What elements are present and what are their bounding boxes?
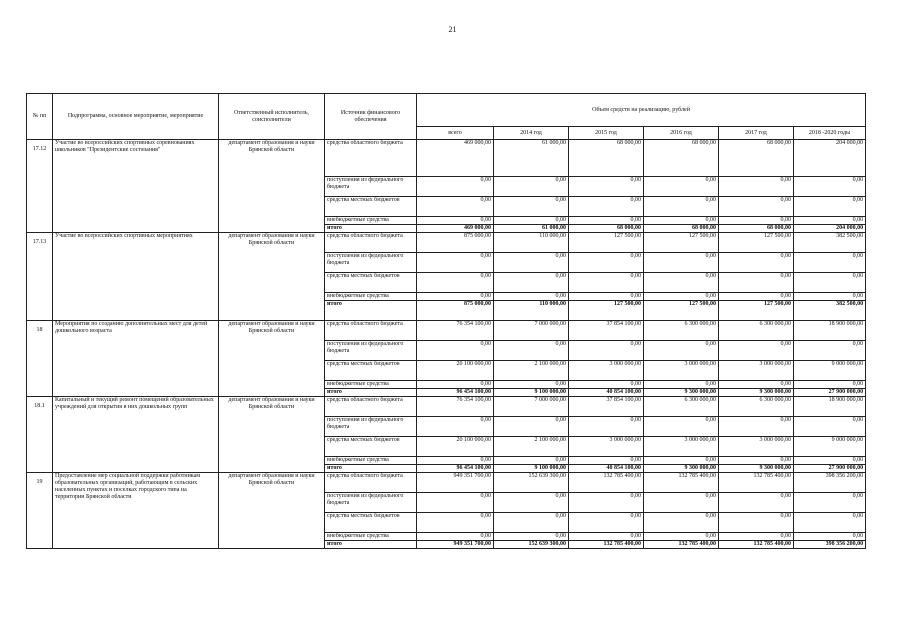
funding-source: внебюджетные средства: [325, 457, 417, 465]
amount-cell: 0,00: [794, 293, 866, 301]
amount-cell: 9 100 000,00: [494, 389, 569, 397]
funding-source: средства местных бюджетов: [325, 361, 417, 381]
amount-cell: 3 000 000,00: [644, 437, 719, 457]
amount-cell: 0,00: [569, 217, 644, 225]
amount-cell: 9 300 000,00: [644, 389, 719, 397]
funding-source: итого: [325, 301, 417, 321]
amount-cell: 0,00: [794, 273, 866, 293]
amount-cell: 61 000,00: [494, 225, 569, 233]
row-number: 17.12: [27, 140, 53, 233]
amount-cell: 40 854 100,00: [569, 389, 644, 397]
header-year: 2018 -2020 годы: [794, 127, 866, 140]
amount-cell: 27 900 000,00: [794, 389, 866, 397]
amount-cell: 398 356 200,00: [794, 473, 866, 493]
amount-cell: 0,00: [644, 417, 719, 437]
amount-cell: 6 300 000,00: [719, 321, 794, 341]
amount-cell: 0,00: [569, 417, 644, 437]
header-year: 2017 год: [719, 127, 794, 140]
amount-cell: 0,00: [494, 457, 569, 465]
amount-cell: 110 000,00: [494, 233, 569, 253]
amount-cell: 3 000 000,00: [719, 437, 794, 457]
amount-cell: 0,00: [569, 457, 644, 465]
row-number: 18.1: [27, 397, 53, 473]
header-year: 2015 год: [569, 127, 644, 140]
amount-cell: 0,00: [569, 513, 644, 533]
amount-cell: 0,00: [417, 273, 494, 293]
header-program: Подпрограмма, основное мероприятие, мероприятие: [53, 94, 219, 140]
row-number: 19: [27, 473, 53, 549]
amount-cell: 0,00: [644, 197, 719, 217]
responsible-executor: департамент образования и науки Брянской области: [219, 233, 325, 321]
funding-source: средства областного бюджета: [325, 473, 417, 493]
amount-cell: 875 000,00: [417, 233, 494, 253]
amount-cell: 0,00: [569, 493, 644, 513]
funding-source: средства местных бюджетов: [325, 513, 417, 533]
amount-cell: 0,00: [644, 341, 719, 361]
header-year: всего: [417, 127, 494, 140]
funding-source: внебюджетные средства: [325, 217, 417, 225]
amount-cell: 0,00: [569, 177, 644, 197]
amount-cell: 0,00: [719, 493, 794, 513]
responsible-executor: департамент образования и науки Брянской области: [219, 473, 325, 549]
table-row: [27, 473, 866, 493]
amount-cell: 382 500,00: [794, 301, 866, 321]
amount-cell: 0,00: [719, 533, 794, 541]
funding-source: итого: [325, 541, 417, 549]
amount-cell: 0,00: [794, 177, 866, 197]
table-row: [27, 397, 866, 417]
table-row: [27, 321, 866, 341]
amount-cell: 0,00: [794, 253, 866, 273]
activity-title: Капитальный и текущий ремонт помещений образовательных учреждений для открытия в них дошкольных групп: [53, 397, 219, 473]
funding-source: поступления из федерального бюджета: [325, 253, 417, 273]
amount-cell: 0,00: [494, 493, 569, 513]
amount-cell: 0,00: [719, 293, 794, 301]
amount-cell: 9 300 000,00: [644, 465, 719, 473]
amount-cell: 0,00: [569, 273, 644, 293]
table-row: [27, 233, 866, 253]
amount-cell: 68 000,00: [644, 140, 719, 177]
amount-cell: 0,00: [719, 197, 794, 217]
amount-cell: 0,00: [569, 197, 644, 217]
amount-cell: 6 300 000,00: [719, 397, 794, 417]
amount-cell: 127 500,00: [719, 301, 794, 321]
amount-cell: 9 100 000,00: [494, 465, 569, 473]
amount-cell: 76 354 100,00: [417, 397, 494, 417]
amount-cell: 0,00: [494, 513, 569, 533]
funding-source: итого: [325, 465, 417, 473]
amount-cell: 132 785 400,00: [569, 473, 644, 493]
amount-cell: 0,00: [494, 253, 569, 273]
amount-cell: 96 454 100,00: [417, 389, 494, 397]
funding-source: средства областного бюджета: [325, 321, 417, 341]
amount-cell: 469 000,00: [417, 225, 494, 233]
amount-cell: 0,00: [794, 341, 866, 361]
amount-cell: 949 351 700,00: [417, 473, 494, 493]
amount-cell: 127 500,00: [719, 233, 794, 253]
amount-cell: 0,00: [417, 253, 494, 273]
amount-cell: 0,00: [494, 293, 569, 301]
funding-source: внебюджетные средства: [325, 293, 417, 301]
amount-cell: 0,00: [644, 273, 719, 293]
amount-cell: 0,00: [719, 217, 794, 225]
amount-cell: 9 300 000,00: [719, 465, 794, 473]
amount-cell: 0,00: [794, 457, 866, 465]
amount-cell: 0,00: [794, 513, 866, 533]
amount-cell: 0,00: [644, 381, 719, 389]
amount-cell: 0,00: [644, 533, 719, 541]
amount-cell: 0,00: [719, 253, 794, 273]
amount-cell: 3 000 000,00: [644, 361, 719, 381]
amount-cell: 0,00: [794, 533, 866, 541]
activity-title: Участие во всероссийских спортивных мероприятиях: [53, 233, 219, 321]
header-year: 2016 год: [644, 127, 719, 140]
amount-cell: 37 854 100,00: [569, 397, 644, 417]
header-no: № пп: [27, 94, 53, 140]
header-source: Источник финансового обеспечения: [325, 94, 417, 140]
amount-cell: 0,00: [417, 217, 494, 225]
header-responsible: Ответственный исполнитель, соисполнители: [219, 94, 325, 140]
amount-cell: 382 500,00: [794, 233, 866, 253]
amount-cell: 0,00: [417, 417, 494, 437]
funding-source: средства областного бюджета: [325, 233, 417, 253]
amount-cell: 0,00: [644, 457, 719, 465]
amount-cell: 3 000 000,00: [719, 361, 794, 381]
amount-cell: 6 300 000,00: [644, 321, 719, 341]
amount-cell: 0,00: [719, 513, 794, 533]
amount-cell: 127 500,00: [644, 233, 719, 253]
amount-cell: 0,00: [644, 177, 719, 197]
amount-cell: 7 000 000,00: [494, 397, 569, 417]
amount-cell: 0,00: [417, 177, 494, 197]
amount-cell: 0,00: [569, 293, 644, 301]
funding-source: поступления из федерального бюджета: [325, 341, 417, 361]
funding-source: итого: [325, 389, 417, 397]
activity-title: Предоставление мер социальной поддержки работникам образовательных организаций, работающим в сельских населенных пунктах и поселках городского типа на территории Брянской области: [53, 473, 219, 549]
amount-cell: 110 000,00: [494, 301, 569, 321]
amount-cell: 0,00: [719, 341, 794, 361]
amount-cell: 127 500,00: [569, 301, 644, 321]
amount-cell: 68 000,00: [569, 140, 644, 177]
responsible-executor: департамент образования и науки Брянской области: [219, 140, 325, 233]
activity-title: Мероприятия по созданию дополнительных мест для детей дошкольного возраста: [53, 321, 219, 397]
amount-cell: 0,00: [644, 293, 719, 301]
row-number: 17.13: [27, 233, 53, 321]
amount-cell: 0,00: [569, 533, 644, 541]
amount-cell: 0,00: [494, 381, 569, 389]
amount-cell: 204 000,00: [794, 140, 866, 177]
amount-cell: 96 454 100,00: [417, 465, 494, 473]
amount-cell: 68 000,00: [719, 140, 794, 177]
amount-cell: 469 000,00: [417, 140, 494, 177]
amount-cell: 0,00: [644, 217, 719, 225]
amount-cell: 204 000,00: [794, 225, 866, 233]
funding-source: поступления из федерального бюджета: [325, 417, 417, 437]
amount-cell: 0,00: [494, 217, 569, 225]
amount-cell: 0,00: [417, 293, 494, 301]
amount-cell: 0,00: [417, 457, 494, 465]
amount-cell: 0,00: [494, 417, 569, 437]
amount-cell: 0,00: [719, 273, 794, 293]
header-volume: Объем средств на реализацию, рублей: [417, 94, 866, 127]
funding-source: поступления из федерального бюджета: [325, 177, 417, 197]
amount-cell: 0,00: [494, 533, 569, 541]
amount-cell: 0,00: [794, 381, 866, 389]
table-row: [27, 140, 866, 177]
page-number: 21: [448, 25, 457, 34]
amount-cell: 0,00: [569, 341, 644, 361]
amount-cell: 2 100 000,00: [494, 361, 569, 381]
amount-cell: 0,00: [644, 493, 719, 513]
amount-cell: 2 100 000,00: [494, 437, 569, 457]
amount-cell: 152 639 300,00: [494, 541, 569, 549]
amount-cell: 0,00: [794, 217, 866, 225]
amount-cell: 9 000 000,00: [794, 361, 866, 381]
amount-cell: 132 785 400,00: [719, 473, 794, 493]
amount-cell: 398 356 200,00: [794, 541, 866, 549]
amount-cell: 40 854 100,00: [569, 465, 644, 473]
amount-cell: 132 785 400,00: [569, 541, 644, 549]
amount-cell: 37 854 100,00: [569, 321, 644, 341]
amount-cell: 9 000 000,00: [794, 437, 866, 457]
row-number: 18: [27, 321, 53, 397]
funding-source: средства местных бюджетов: [325, 197, 417, 217]
amount-cell: 7 000 000,00: [494, 321, 569, 341]
amount-cell: 3 000 000,00: [569, 437, 644, 457]
amount-cell: 0,00: [794, 417, 866, 437]
amount-cell: 152 639 300,00: [494, 473, 569, 493]
amount-cell: 20 100 000,00: [417, 361, 494, 381]
funding-source: средства областного бюджета: [325, 140, 417, 177]
amount-cell: 68 000,00: [719, 225, 794, 233]
header-year: 2014 год: [494, 127, 569, 140]
amount-cell: 6 300 000,00: [644, 397, 719, 417]
amount-cell: 61 000,00: [494, 140, 569, 177]
amount-cell: 0,00: [644, 513, 719, 533]
amount-cell: 0,00: [494, 341, 569, 361]
amount-cell: 0,00: [569, 253, 644, 273]
amount-cell: 0,00: [494, 177, 569, 197]
amount-cell: 0,00: [417, 513, 494, 533]
responsible-executor: департамент образования и науки Брянской области: [219, 397, 325, 473]
amount-cell: 0,00: [417, 197, 494, 217]
responsible-executor: департамент образования и науки Брянской области: [219, 321, 325, 397]
amount-cell: 0,00: [494, 197, 569, 217]
funding-source: средства местных бюджетов: [325, 273, 417, 293]
amount-cell: 76 354 100,00: [417, 321, 494, 341]
amount-cell: 0,00: [794, 493, 866, 513]
amount-cell: 0,00: [719, 417, 794, 437]
amount-cell: 127 500,00: [569, 233, 644, 253]
budget-table: [26, 93, 866, 549]
funding-source: поступления из федерального бюджета: [325, 493, 417, 513]
amount-cell: 9 300 000,00: [719, 389, 794, 397]
amount-cell: 20 100 000,00: [417, 437, 494, 457]
amount-cell: 0,00: [417, 341, 494, 361]
amount-cell: 3 000 000,00: [569, 361, 644, 381]
activity-title: Участие во всероссийских спортивных соревнованиях школьников "Президентские состязания": [53, 140, 219, 233]
funding-source: средства областного бюджета: [325, 397, 417, 417]
amount-cell: 132 785 400,00: [719, 541, 794, 549]
amount-cell: 132 785 400,00: [644, 541, 719, 549]
amount-cell: 127 500,00: [644, 301, 719, 321]
amount-cell: 18 900 000,00: [794, 397, 866, 417]
amount-cell: 0,00: [719, 381, 794, 389]
amount-cell: 0,00: [494, 273, 569, 293]
amount-cell: 68 000,00: [569, 225, 644, 233]
amount-cell: 949 351 700,00: [417, 541, 494, 549]
funding-source: внебюджетные средства: [325, 533, 417, 541]
amount-cell: 27 900 000,00: [794, 465, 866, 473]
amount-cell: 0,00: [644, 253, 719, 273]
amount-cell: 0,00: [719, 457, 794, 465]
amount-cell: 0,00: [417, 381, 494, 389]
amount-cell: 68 000,00: [644, 225, 719, 233]
amount-cell: 0,00: [417, 493, 494, 513]
funding-source: внебюджетные средства: [325, 381, 417, 389]
funding-source: средства местных бюджетов: [325, 437, 417, 457]
funding-source: итого: [325, 225, 417, 233]
amount-cell: 0,00: [719, 177, 794, 197]
amount-cell: 0,00: [417, 533, 494, 541]
amount-cell: 132 785 400,00: [644, 473, 719, 493]
amount-cell: 0,00: [794, 197, 866, 217]
amount-cell: 875 000,00: [417, 301, 494, 321]
amount-cell: 0,00: [569, 381, 644, 389]
amount-cell: 18 900 000,00: [794, 321, 866, 341]
